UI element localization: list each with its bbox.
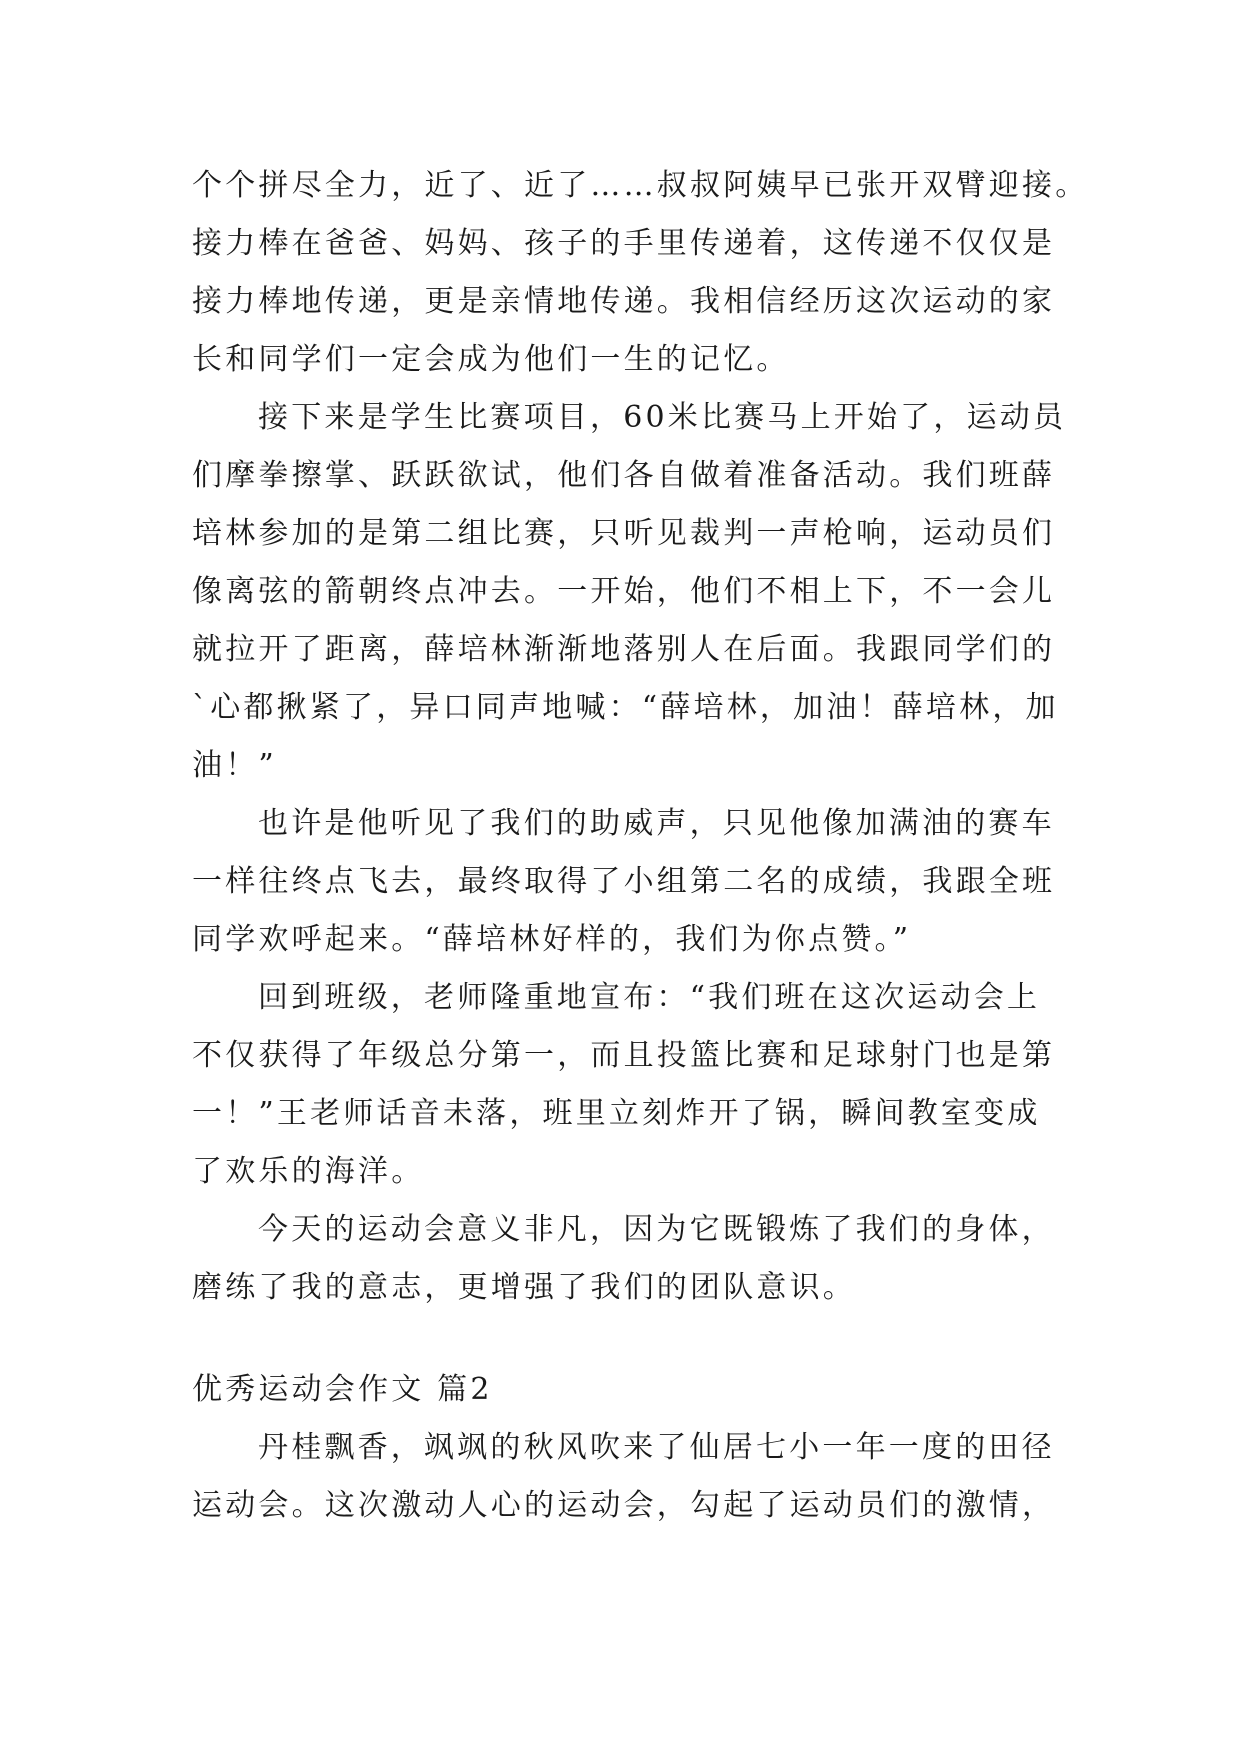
text-line: 油！” <box>192 748 277 783</box>
text-line: 接力棒在爸爸、妈妈、孩子的手里传递着，这传递不仅仅是 <box>192 226 1056 261</box>
paragraph-first-line: 今天的运动会意义非凡，因为它既锻炼了我们的身体， <box>258 1212 1055 1247</box>
essay-body <box>192 157 1089 1535</box>
text-line: 了欢乐的海洋。 <box>192 1154 425 1189</box>
text-line: 一！”王老师话音未落，班里立刻炸开了锅，瞬间教室变成 <box>192 1096 1041 1131</box>
paragraph-first-line: 丹桂飘香，飒飒的秋风吹来了仙居七小一年一度的田径 <box>258 1430 1055 1465</box>
text-line: 不仅获得了年级总分第一，而且投篮比赛和足球射门也是第 <box>192 1038 1056 1073</box>
paragraph-first-line: 也许是他听见了我们的助威声，只见他像加满油的赛车 <box>258 806 1055 841</box>
text-line: 运动会。这次激动人心的运动会，勾起了运动员们的激情， <box>192 1488 1056 1523</box>
text-line: `心都揪紧了，异口同声地喊：“薛培林，加油！薛培林，加 <box>192 690 1059 725</box>
text-line: 长和同学们一定会成为他们一生的记忆。 <box>192 342 790 377</box>
text-line: 接力棒地传递，更是亲情地传递。我相信经历这次运动的家 <box>192 284 1056 319</box>
text-line: 就拉开了距离，薛培林渐渐地落别人在后面。我跟同学们的 <box>192 632 1056 667</box>
text-line: 磨练了我的意志，更增强了我们的团队意识。 <box>192 1270 856 1305</box>
text-line: 们摩拳擦掌、跃跃欲试，他们各自做着准备活动。我们班薛 <box>192 458 1056 493</box>
text-line: 个个拼尽全力，近了、近了……叔叔阿姨早已张开双臂迎接。 <box>192 168 1089 203</box>
paragraph-first-line: 接下来是学生比赛项目，60米比赛马上开始了，运动员 <box>258 400 1067 435</box>
text-line: 培林参加的是第二组比赛，只听见裁判一声枪响，运动员们 <box>192 516 1056 551</box>
section-heading: 优秀运动会作文 篇2 <box>192 1372 493 1407</box>
text-line: 像离弦的箭朝终点冲去。一开始，他们不相上下，不一会儿 <box>192 574 1056 609</box>
paragraph-first-line: 回到班级，老师隆重地宣布：“我们班在这次运动会上 <box>258 980 1041 1015</box>
text-line: 同学欢呼起来。“薛培林好样的，我们为你点赞。” <box>192 922 912 957</box>
text-line: 一样往终点飞去，最终取得了小组第二名的成绩，我跟全班 <box>192 864 1056 899</box>
